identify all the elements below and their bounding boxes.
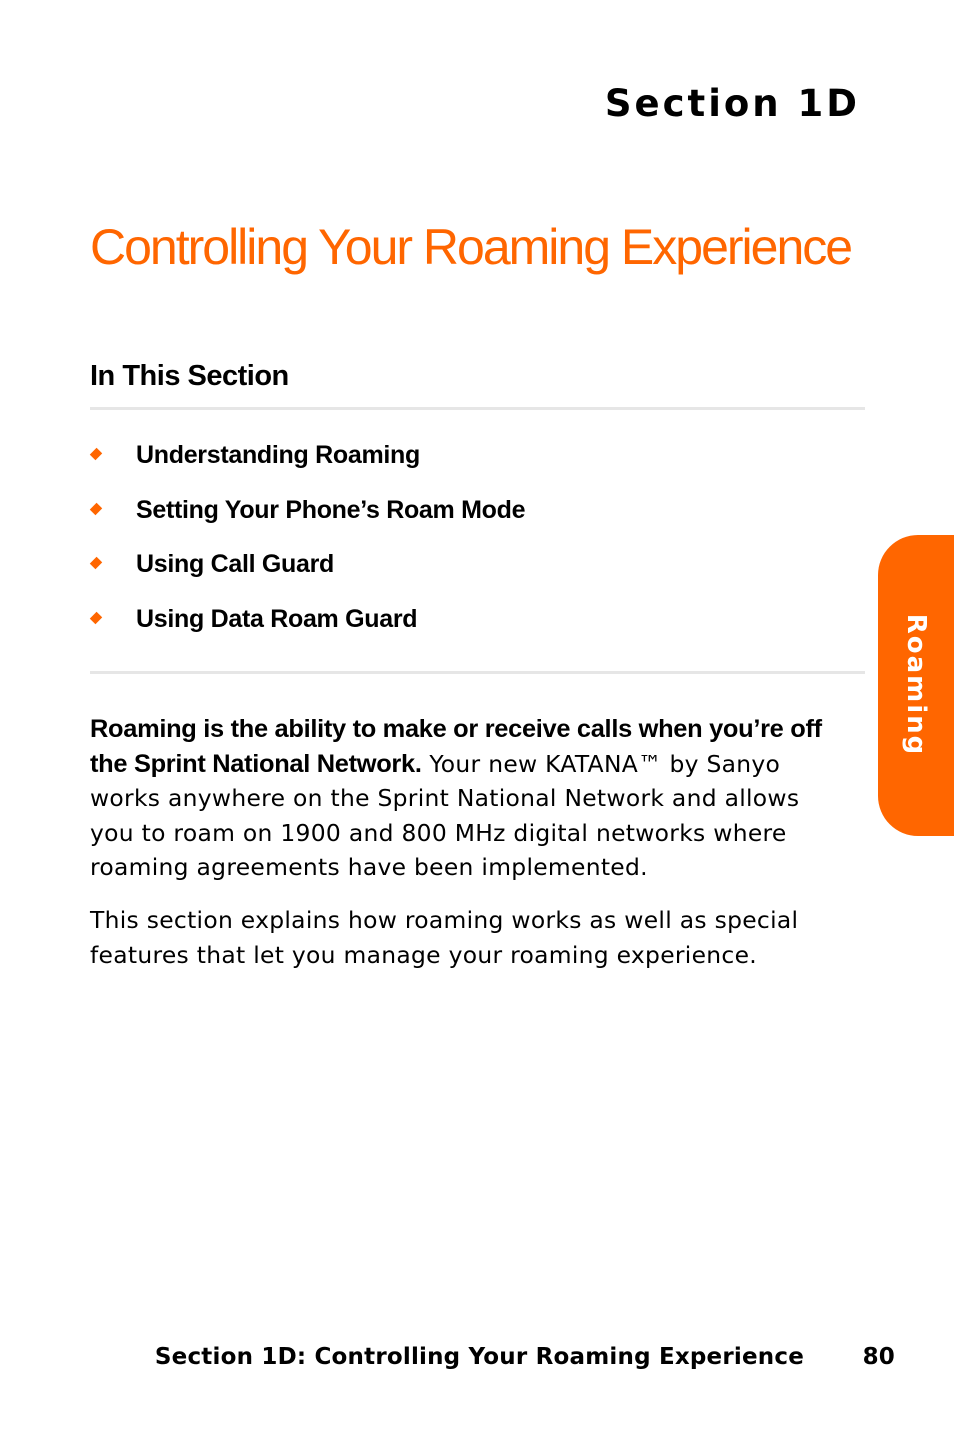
topic-roam-mode: Setting Your Phone’s Roam Mode [136,495,526,524]
diamond-bullet-icon [90,502,102,514]
divider-top [90,407,865,410]
diamond-bullet-icon [90,611,102,623]
section-overview-paragraph: This section explains how roaming works as well as special features that let you manage your roaming experience. [90,906,799,969]
diamond-bullet-icon [90,448,102,460]
page-number: 80 [862,1344,895,1370]
divider-bottom [90,671,865,674]
page-title: Controlling Your Roaming Experience [90,219,852,275]
topic-call-guard: Using Call Guard [136,550,335,578]
section-label: Section 1D [604,82,860,125]
in-this-section-heading: In This Section [90,360,289,392]
intro-lead: Roaming is the ability to make or receive calls when you’re off the Sprint National Network. [90,715,822,778]
footer-section-title: Section 1D: Controlling Your Roaming Experience [154,1344,804,1370]
topic-understanding-roaming: Understanding Roaming [136,441,420,469]
side-tab-label: Roaming [901,613,931,757]
intro-body: Your new KATANA™ by Sanyo works anywhere on the Sprint National Network and allows you to roam on 1900 and 800 MHz digital networks where roaming agreements have been implemented. [90,749,800,882]
intro-paragraph [90,712,850,885]
diamond-bullet-icon [90,557,102,569]
topic-data-roam-guard: Using Data Roam Guard [136,604,418,633]
side-tab [878,535,954,836]
